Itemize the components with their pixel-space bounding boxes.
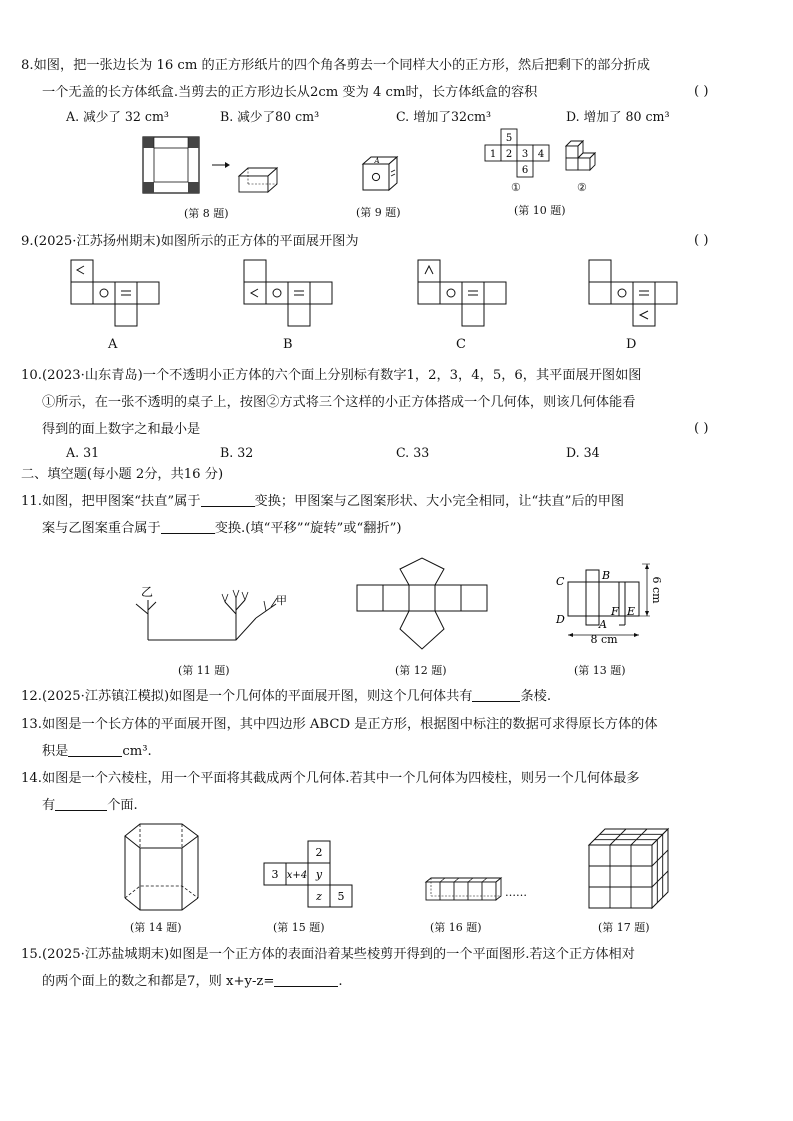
- caption-fig16: (第 16 题): [430, 921, 482, 934]
- fig13-point-f: F: [611, 605, 619, 618]
- q13-line2-b: cm³.: [122, 744, 152, 759]
- section-2-heading: 二、填空题(每小题 2分，共16 分): [21, 467, 224, 482]
- fig15-net: [263, 840, 355, 908]
- fig9-cube: [360, 155, 400, 195]
- fig13-height-label: 6 cm: [650, 576, 663, 604]
- q8-option-a: A. 减少了 32 cm³: [66, 109, 169, 124]
- q9-label-b: B: [283, 337, 293, 352]
- q9-net-c: [417, 259, 509, 329]
- fig13-point-b: B: [602, 569, 611, 582]
- q12-text-b: 条棱.: [520, 689, 552, 704]
- q11-line1-b: 变换；甲图案与乙图案形状、大小完全相同，让“扶直”后的甲图: [254, 494, 625, 509]
- fig10-num-2: 2: [505, 149, 513, 160]
- q9-answer-paren: ( ): [694, 233, 709, 248]
- q11-line1-a: 11.如图，把甲图案“扶直”属于: [21, 494, 201, 509]
- q13-line1: 13.如图是一个长方体的平面展开图，其中四边形 ABCD 是正方形，根据图中标注的数据可求得原长方体的体: [21, 717, 658, 732]
- q11-line1: [21, 493, 624, 511]
- fig10-num-5: 5: [505, 133, 513, 144]
- fig15-expr-x4: x+4: [286, 870, 308, 881]
- fig10-num-6: 6: [521, 165, 529, 176]
- fig10-num-3: 3: [521, 149, 529, 160]
- fig15-num-5: 5: [337, 890, 345, 903]
- q14-line2: [42, 797, 138, 815]
- fig17-rubik-cube: [588, 828, 672, 912]
- q13-line2: [42, 743, 152, 761]
- fig14-hexagonal-prism: [122, 822, 202, 914]
- q15-line1: 15.(2025·江苏盐城期末)如图是一个正方体的表面沿着某些棱剪开得到的一个平面图形.若这个正方体相对: [21, 947, 635, 962]
- fig13-width-label: 8 cm: [590, 633, 618, 646]
- fig13-point-c: C: [556, 575, 565, 588]
- caption-fig16-15: (第 15 题): [273, 921, 325, 934]
- q9-label-c: C: [456, 337, 466, 352]
- fig13-point-d: D: [556, 613, 565, 626]
- fig16-dots: ……: [505, 886, 527, 899]
- q10-line1: 10.(2023·山东青岛)一个不透明小正方体的六个面上分别标有数字1，2，3，4，5，6，其平面展开图如图: [21, 368, 642, 383]
- q12-line: [21, 688, 551, 706]
- q13-line2-a: 积是: [42, 744, 69, 759]
- q14-line2-a: 有: [42, 798, 56, 813]
- fig10-label-1: ①: [511, 181, 521, 194]
- fig11-tree-patterns: [126, 580, 296, 646]
- fig10-stacked-cubes: [564, 140, 604, 182]
- q15-line2-b: .: [338, 974, 343, 989]
- q14-line2-b: 个面.: [107, 798, 138, 813]
- fig11-label-yi: 乙: [140, 585, 154, 599]
- q15-line2-a: 的两个面上的数之和都是7，则 x+y-z=: [42, 974, 275, 989]
- caption-fig10: (第 10 题): [514, 204, 566, 217]
- fig13-net: [554, 563, 664, 655]
- q9-net-b: [243, 259, 335, 329]
- q10-option-a: A. 31: [66, 445, 100, 460]
- caption-fig8: (第 8 题): [184, 207, 229, 220]
- fig9-label: A: [374, 157, 380, 165]
- caption-fig12: (第 12 题): [395, 664, 447, 677]
- q10-option-c: C. 33: [396, 445, 430, 460]
- q9-label-d: D: [626, 337, 637, 352]
- fig15-num-3: 3: [271, 868, 279, 881]
- caption-fig9: (第 9 题): [356, 206, 401, 219]
- q10-line3: 得到的面上数字之和最小是: [42, 422, 201, 437]
- caption-fig13: (第 13 题): [574, 664, 626, 677]
- caption-fig14: (第 14 题): [130, 921, 182, 934]
- q8-option-b: B. 减少了80 cm³: [220, 109, 320, 124]
- fig8-square-sheet: [142, 136, 212, 196]
- q9-label-a: A: [108, 337, 118, 352]
- q10-option-d: D. 34: [566, 445, 600, 460]
- q8-line2: 一个无盖的长方体纸盒.当剪去的正方形边长从2cm 变为 4 cm时，长方体纸盒的容积: [42, 85, 538, 100]
- fig8-arrow-icon: [212, 160, 230, 170]
- q12-text-a: 12.(2025·江苏镇江模拟)如图是一个几何体的平面展开图，则这个几何体共有: [21, 689, 473, 704]
- q11-blank-1[interactable]: [201, 493, 255, 507]
- q10-option-b: B. 32: [220, 445, 254, 460]
- q10-answer-paren: ( ): [694, 421, 709, 436]
- q11-line2-b: 变换.(填“平移”“旋转”或“翻折”): [214, 521, 402, 536]
- fig8-open-box: [238, 166, 278, 194]
- q8-answer-paren: ( ): [694, 84, 709, 99]
- q8-line1: 8.如图，把一张边长为 16 cm 的正方形纸片的四个角各剪去一个同样大小的正方形，然后把剩下的部分折成: [21, 58, 650, 73]
- q13-blank[interactable]: [68, 743, 122, 757]
- fig13-point-e: E: [627, 605, 636, 618]
- fig10-num-4: 4: [537, 149, 545, 160]
- fig13-point-a: A: [599, 618, 607, 631]
- fig15-var-z: z: [316, 890, 322, 903]
- q15-blank[interactable]: [274, 973, 338, 987]
- q8-option-d: D. 增加了 80 cm³: [566, 109, 670, 124]
- fig11-label-jia: 甲: [276, 594, 287, 607]
- q11-line2: [42, 520, 402, 538]
- q15-line2: [42, 973, 343, 991]
- q14-blank[interactable]: [55, 797, 107, 811]
- fig15-num-2: 2: [315, 846, 323, 859]
- fig12-net: [356, 557, 488, 657]
- q9-net-d: [588, 259, 680, 329]
- fig10-num-1: 1: [489, 149, 497, 160]
- q9-net-a: [70, 259, 162, 329]
- fig16-cube-row: [423, 876, 533, 906]
- q12-blank[interactable]: [472, 688, 520, 702]
- q14-line1: 14.如图是一个六棱柱，用一个平面将其截成两个几何体.若其中一个几何体为四棱柱，则另一个几何体最多: [21, 771, 640, 786]
- fig10-net: [484, 128, 554, 178]
- caption-fig17: (第 17 题): [598, 921, 650, 934]
- q10-line2: ①所示，在一张不透明的桌子上，按图②方式将三个这样的小正方体搭成一个几何体，则该几何体能看: [42, 395, 636, 410]
- fig15-var-y: y: [315, 868, 323, 881]
- fig10-label-2: ②: [577, 181, 587, 194]
- q11-blank-2[interactable]: [161, 520, 215, 534]
- q8-option-c: C. 增加了32cm³: [396, 109, 492, 124]
- q11-line2-a: 案与乙图案重合属于: [42, 521, 161, 536]
- caption-fig11: (第 11 题): [178, 664, 230, 677]
- q9-line1: 9.(2025·江苏扬州期末)如图所示的正方体的平面展开图为: [21, 234, 359, 249]
